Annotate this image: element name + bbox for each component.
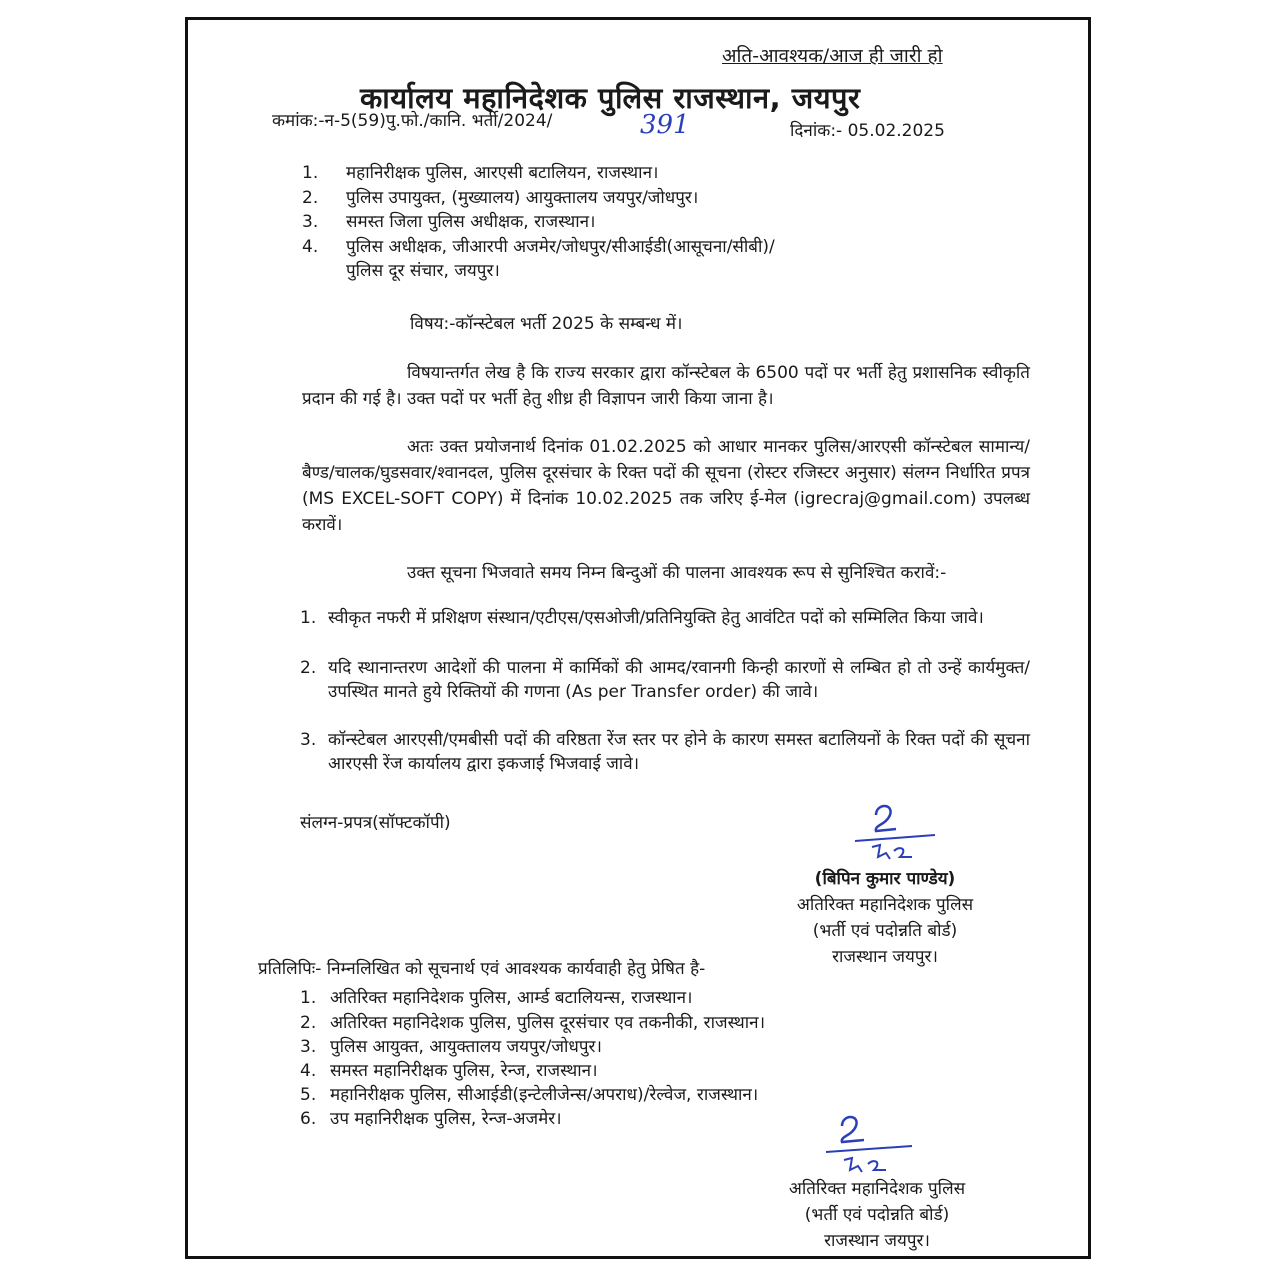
signatory-name: (बिपिन कुमार पाण्डेय) (814, 869, 956, 889)
point-number: 2. (300, 658, 317, 678)
addressee-item (302, 160, 658, 183)
signature-block-2 (752, 1176, 1002, 1254)
addressee-item (302, 234, 775, 257)
point-text: कॉन्स्टेबल आरएसी/एमबीसी पदों की वरिष्ठता रेंज स्तर पर होने के कारण समस्त बटालियनों के रिक्त पदों की सूचना आरएसी रेंज कार्यालय द्वारा इकजाई भिजवाई जावे। (328, 730, 1030, 774)
point-text: यदि स्थानान्तरण आदेशों की पालना में कार्मिकों की आमद/रवानगी किन्ही कारणों से लम्बित हो तो उन्हें कार्यमुक्त/उपस्थित मानते हुये रिक्तियों की गणना (As per Transfer order) की जावे। (328, 658, 1030, 702)
copy-to-item (300, 1058, 598, 1081)
copy-to-item (300, 985, 692, 1008)
point-text: स्वीकृत नफरी में प्रशिक्षण संस्थान/एटीएस/एसओजी/प्रतिनियुक्ति हेतु आवंटित पदों को सम्मिलित किया जावे। (328, 608, 984, 628)
copy-to-item (300, 1082, 758, 1105)
copy-to-number: 1. (300, 988, 317, 1008)
copy-to-text: उप महानिरीक्षक पुलिस, रेन्ज-अजमेर। (330, 1109, 562, 1129)
copy-to-number: 2. (300, 1013, 317, 1033)
body-paragraph-1: विषयान्तर्गत लेख है कि राज्य सरकार द्वारा कॉन्स्टेबल के 6500 पदों पर भर्ती हेतु प्रशासनिक स्वीकृति प्रदान की गई है। उक्त पदों पर भर्ती हेतु शीध्र ही विज्ञापन जारी किया जाना है। (302, 363, 1030, 409)
body-paragraph-3: उक्त सूचना भिजवाते समय निम्न बिन्दुओं की पालना आवश्यक रूप से सुनिश्चित करावें:- (407, 563, 947, 583)
signatory-designation: अतिरिक्त महानिदेशक पुलिस (788, 1179, 966, 1199)
point-number: 3. (300, 730, 317, 750)
copy-to-number: 5. (300, 1085, 317, 1105)
signatory-place: राजस्थान जयपुर। (832, 947, 938, 967)
addressee-number: 4. (302, 237, 319, 257)
addressee-text: महानिरीक्षक पुलिस, आरएसी बटालियन, राजस्थान। (346, 163, 659, 183)
urgent-note: अति-आवश्यक/आज ही जारी हो (722, 45, 943, 67)
addressee-continuation: पुलिस दूर संचार, जयपुर। (346, 261, 500, 281)
signatory-board: (भर्ती एवं पदोन्नति बोर्ड) (804, 1205, 950, 1225)
subject-line: विषय:-कॉन्स्टेबल भर्ती 2025 के सम्बन्ध में। (410, 314, 683, 334)
attachment-note: संलग्न-प्रपत्र(सॉफ्टकॉपी) (300, 813, 451, 833)
reference-number: कमांक:-न-5(59)पु.फो./कानि. भर्ती/2024/ (272, 111, 553, 131)
addressee-item (302, 209, 595, 232)
signature-block (760, 866, 1010, 970)
copy-to-number: 6. (300, 1109, 317, 1129)
copy-to-text: महानिरीक्षक पुलिस, सीआईडी(इन्टेलीजेन्स/अपराध)/रेल्वेज, राजस्थान। (330, 1085, 759, 1105)
copy-to-item (300, 1106, 562, 1129)
addressee-text: समस्त जिला पुलिस अधीक्षक, राजस्थान। (346, 212, 596, 232)
point-number: 1. (300, 608, 317, 628)
signatory-board: (भर्ती एवं पदोन्नति बोर्ड) (812, 921, 958, 941)
instruction-point (300, 606, 1030, 630)
copy-to-item (300, 1010, 765, 1033)
copy-to-intro: प्रतिलिपिः- निम्नलिखित को सूचनार्थ एवं आवश्यक कार्यवाही हेतु प्रेषित है- (258, 959, 706, 979)
letter-date: दिनांक:- 05.02.2025 (790, 121, 945, 141)
addressee-number: 2. (302, 188, 319, 208)
signatory-designation: अतिरिक्त महानिदेशक पुलिस (796, 895, 974, 915)
signatory-place: राजस्थान जयपुर। (824, 1231, 930, 1251)
instruction-point (300, 656, 1030, 704)
addressee-text: पुलिस उपायुक्त, (मुख्यालय) आयुक्तालय जयपुर/जोधपुर। (346, 188, 699, 208)
addressee-number: 1. (302, 163, 319, 183)
copy-to-text: अतिरिक्त महानिदेशक पुलिस, पुलिस दूरसंचार एव तकनीकी, राजस्थान। (330, 1013, 766, 1033)
signature-mark-2 (820, 1110, 920, 1185)
addressee-item (302, 185, 698, 208)
copy-to-number: 3. (300, 1037, 317, 1057)
addressee-number: 3. (302, 212, 319, 232)
handwritten-reference-number: 391 (640, 110, 690, 140)
signature-mark (850, 795, 940, 865)
copy-to-text: पुलिस आयुक्त, आयुक्तालय जयपुर/जोधपुर। (330, 1037, 602, 1057)
copy-to-text: अतिरिक्त महानिदेशक पुलिस, आर्म्ड बटालियन्स, राजस्थान। (330, 988, 693, 1008)
copy-to-number: 4. (300, 1061, 317, 1081)
instruction-point (300, 728, 1030, 776)
copy-to-text: समस्त महानिरीक्षक पुलिस, रेन्ज, राजस्थान। (330, 1061, 598, 1081)
addressee-text: पुलिस अधीक्षक, जीआरपी अजमेर/जोधपुर/सीआईडी(आसूचना/सीबी)/ (346, 237, 775, 257)
body-paragraph-2: अतः उक्त प्रयोजनार्थ दिनांक 01.02.2025 को आधार मानकर पुलिस/आरएसी कॉन्स्टेबल सामान्य/बैण्ड/चालक/घुडसवार/श्वानदल, पुलिस दूरसंचार के रिक्त पदों की सूचना (रोस्टर रजिस्टर अनुसार) संलग्न निर्धारित प्रपत्र (MS EXCEL-SOFT COPY) में दिनांक 10.02.2025 तक जरिए ई-मेल (igrecraj@gmail.com) उपलब्ध करावें। (302, 437, 1030, 535)
copy-to-item (300, 1034, 602, 1057)
office-title: कार्यालय महानिदेशक पुलिस राजस्थान, जयपुर (360, 81, 861, 115)
